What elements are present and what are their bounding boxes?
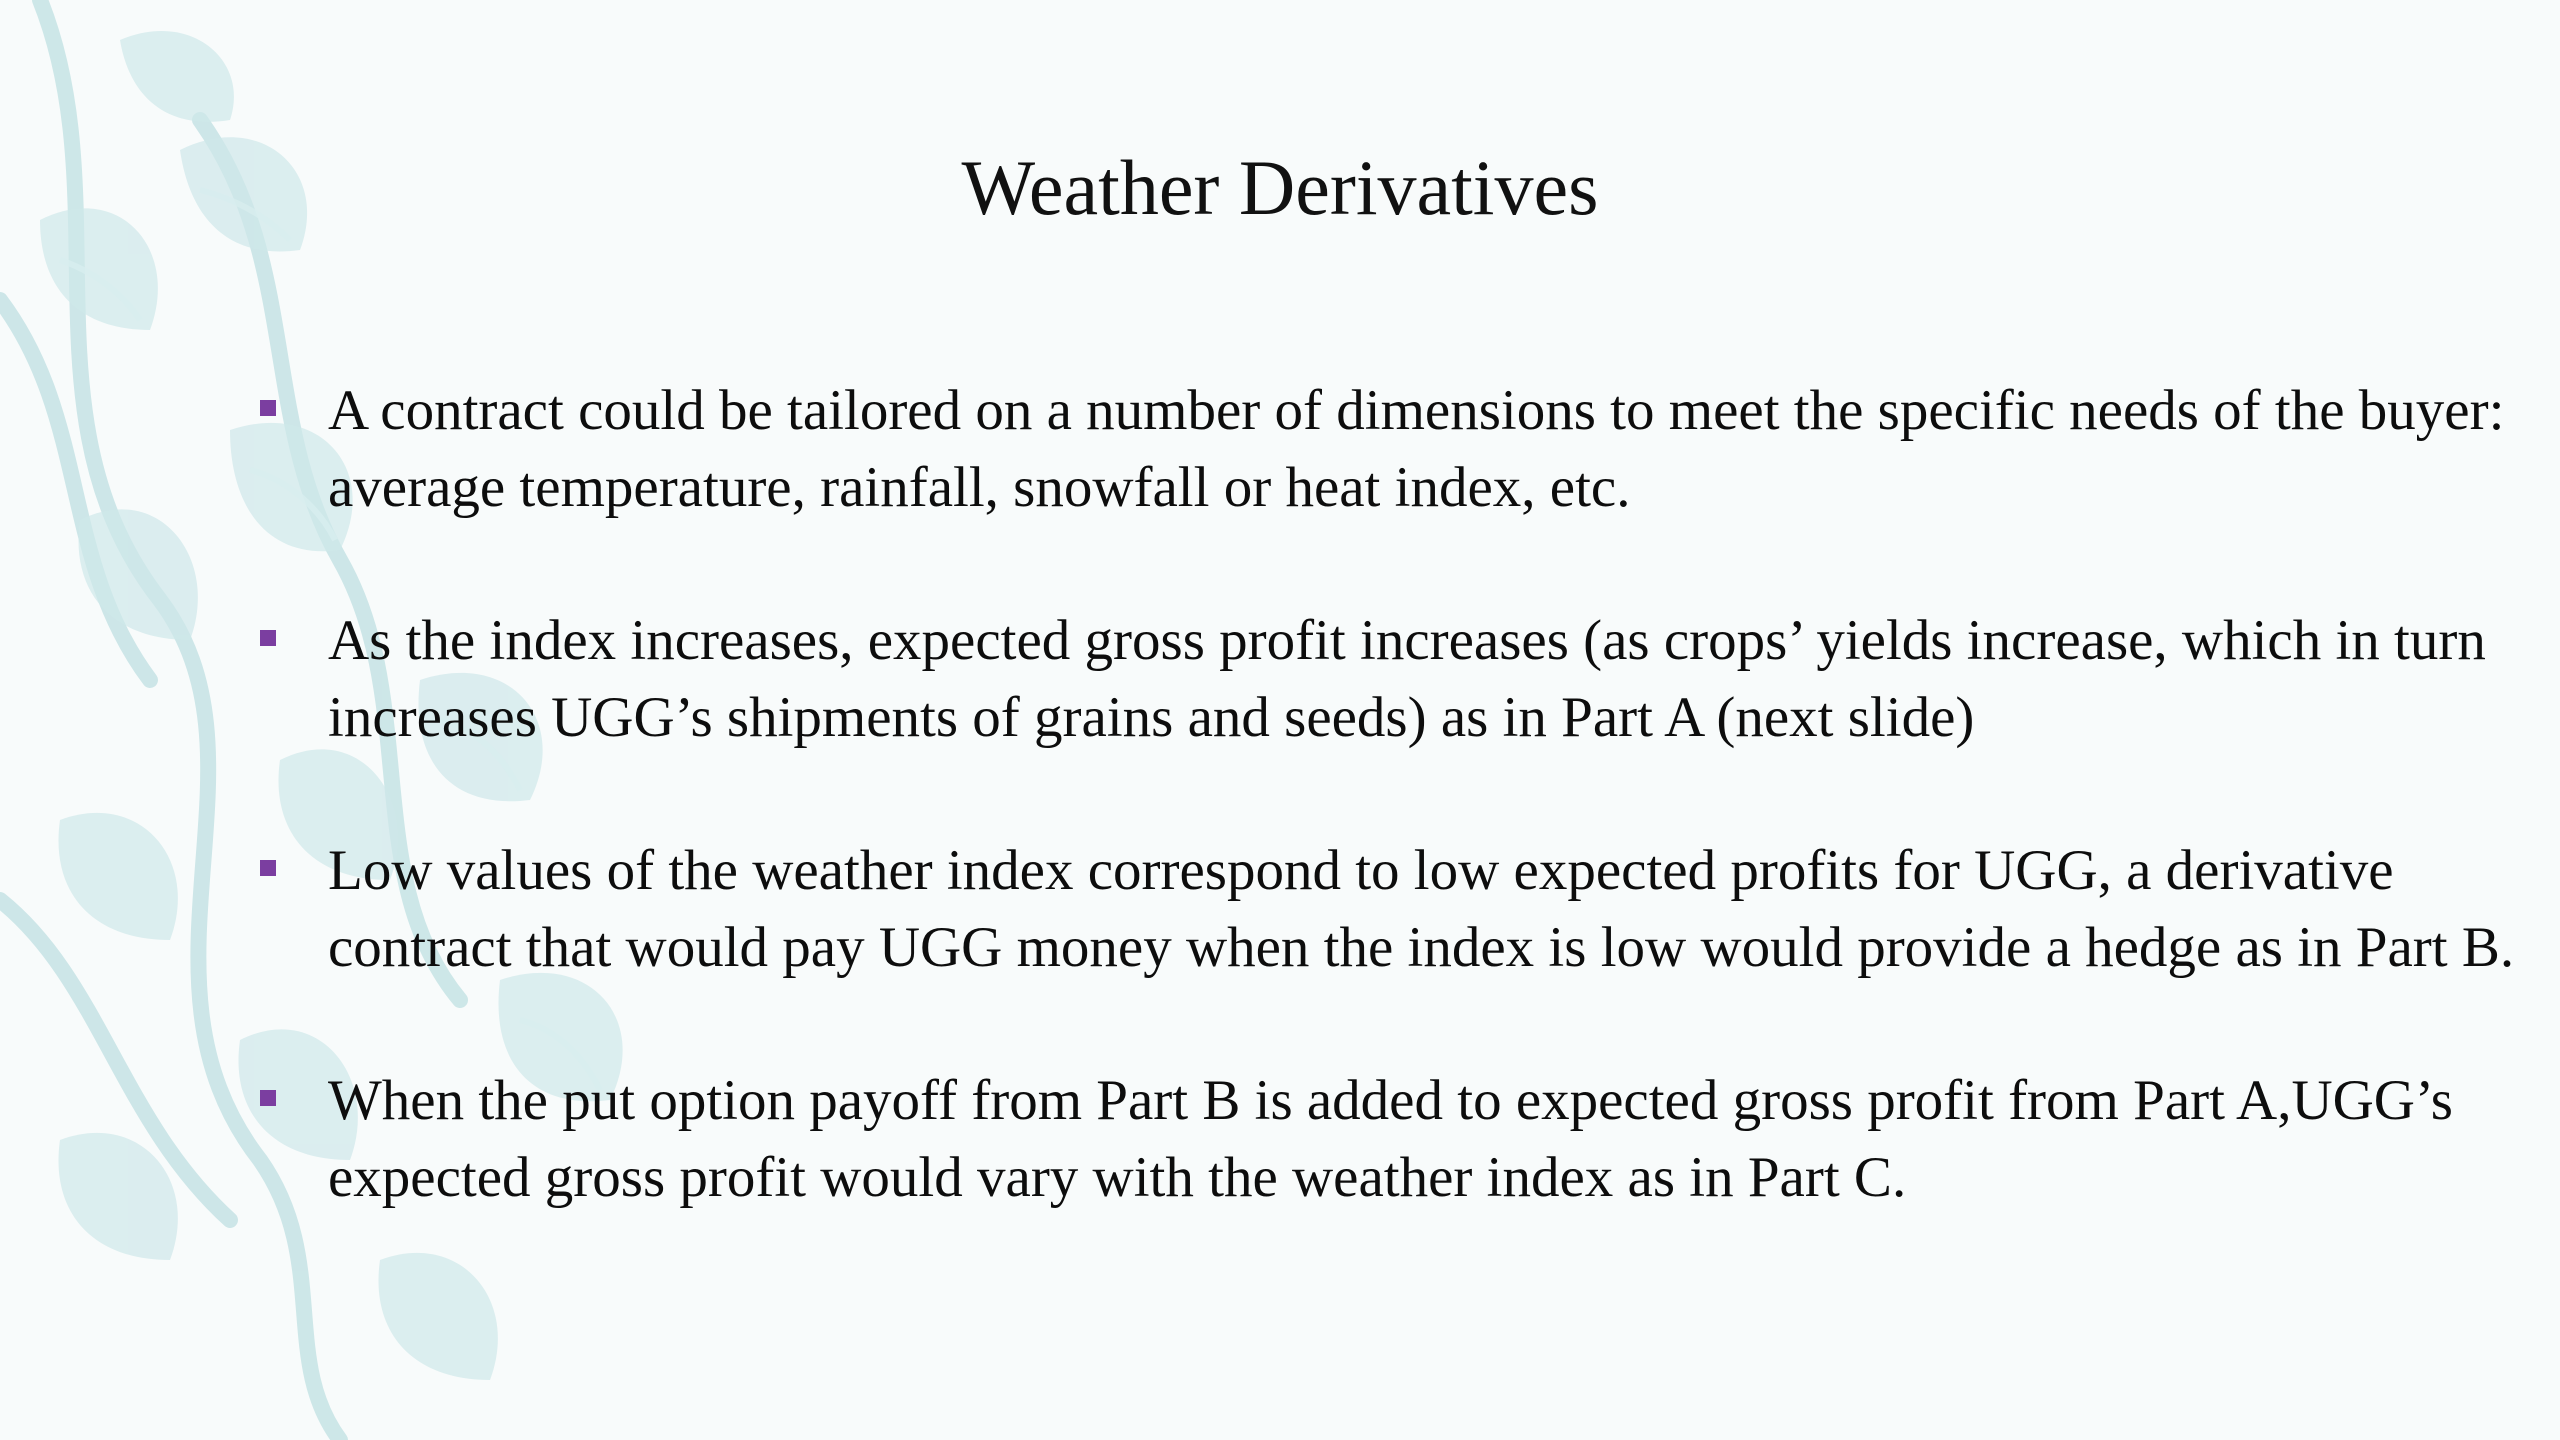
square-bullet-icon xyxy=(260,860,276,876)
bullet-item xyxy=(258,372,2548,526)
square-bullet-icon xyxy=(260,400,276,416)
bullet-list xyxy=(258,372,2548,1292)
bullet-text: A contract could be tailored on a number of dimensions to meet the specific needs of the buyer: average temperature, rainfall, snowfall or heat index, etc. xyxy=(328,379,2505,519)
bullet-text: When the put option payoff from Part B is added to expected gross profit from Part A,UGG’s expected gross profit would vary with the weather index as in Part C. xyxy=(328,1069,2453,1209)
square-bullet-icon xyxy=(260,1090,276,1106)
slide-title: Weather Derivatives xyxy=(961,144,1599,231)
bullet-item xyxy=(258,832,2548,986)
bullet-text: As the index increases, expected gross profit increases (as crops’ yields increase, which in turn increases UGG’s shipments of grains and seeds) as in Part A (next slide) xyxy=(328,609,2486,749)
bullet-text: Low values of the weather index correspond to low expected profits for UGG, a derivative contract that would pay UGG money when the index is low would provide a hedge as in Part B. xyxy=(328,839,2515,979)
square-bullet-icon xyxy=(260,630,276,646)
bullet-item xyxy=(258,602,2548,756)
bullet-item xyxy=(258,1062,2548,1216)
